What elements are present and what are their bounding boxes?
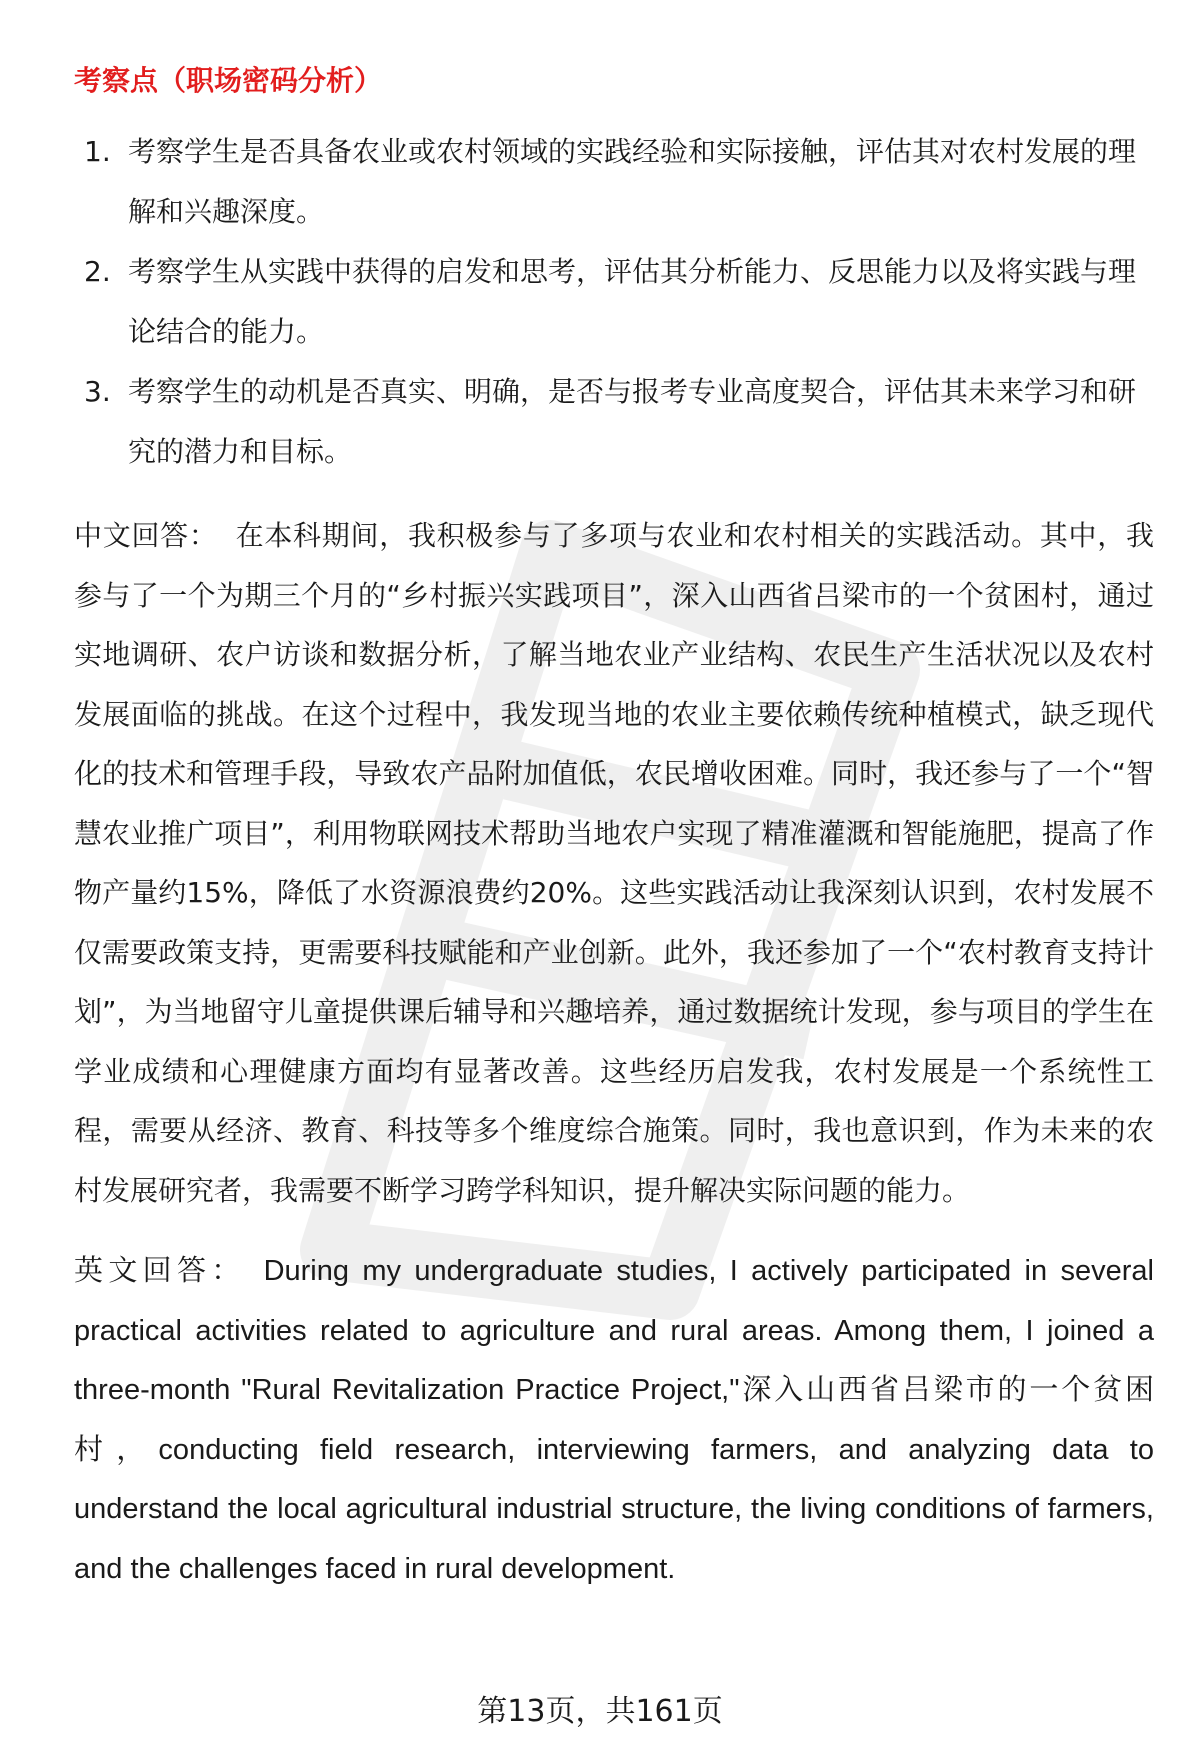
point-text: 考察学生是否具备农业或农村领域的实践经验和实际接触，评估其对农村发展的理解和兴趣深度。 <box>128 135 1137 228</box>
assessment-point <box>74 122 1154 242</box>
chinese-answer <box>74 506 1154 1220</box>
english-answer-text: During my undergraduate studies, I actively participated in several practical activities related to agriculture and rural areas. Among them, I joined a three-month "Rural Revitalization Practice Project,"深入山西省吕梁市的一个贫困村，conducting field research, interviewing farmers, and analyzing data to understand the local agricultural industrial structure, the living conditions of farmers, and the challenges faced in rural development. <box>74 1255 1154 1585</box>
section-title: 考察点（职场密码分析） <box>74 64 383 97</box>
point-text: 考察学生从实践中获得的启发和思考，评估其分析能力、反思能力以及将实践与理论结合的能力。 <box>128 255 1137 348</box>
english-answer-label: 英文回答： <box>74 1255 246 1287</box>
point-number: 2. <box>84 255 111 288</box>
chinese-answer-label: 中文回答： <box>74 519 218 552</box>
document-page <box>74 56 1154 1621</box>
assessment-point <box>74 242 1154 362</box>
assessment-points-list <box>74 122 1154 482</box>
point-text: 考察学生的动机是否真实、明确，是否与报考专业高度契合，评估其未来学习和研究的潜力和目标。 <box>128 375 1137 468</box>
chinese-answer-text: 在本科期间，我积极参与了多项与农业和农村相关的实践活动。其中，我参与了一个为期三个月的“乡村振兴实践项目”，深入山西省吕梁市的一个贫困村，通过实地调研、农户访谈和数据分析，了解当地农业产业结构、农民生产生活状况以及农村发展面临的挑战。在这个过程中，我发现当地的农业主要依赖传统种植模式，缺乏现代化的技术和管理手段，导致农产品附加值低，农民增收困难。同时，我还参与了一个“智慧农业推广项目”，利用物联网技术帮助当地农户实现了精准灌溉和智能施肥，提高了作物产量约15%，降低了水资源浪费约20%。这些实践活动让我深刻认识到，农村发展不仅需要政策支持，更需要科技赋能和产业创新。此外，我还参加了一个“农村教育支持计划”，为当地留守儿童提供课后辅导和兴趣培养，通过数据统计发现，参与项目的学生在学业成绩和心理健康方面均有显著改善。这些经历启发我，农村发展是一个系统性工程，需要从经济、教育、科技等多个维度综合施策。同时，我也意识到，作为未来的农村发展研究者，我需要不断学习跨学科知识，提升解决实际问题的能力。 <box>74 519 1154 1207</box>
point-number: 1. <box>84 135 111 168</box>
page-number-footer: 第13页，共161页 <box>477 1694 723 1729</box>
point-number: 3. <box>84 375 111 408</box>
english-answer <box>74 1242 1154 1599</box>
assessment-point <box>74 362 1154 482</box>
